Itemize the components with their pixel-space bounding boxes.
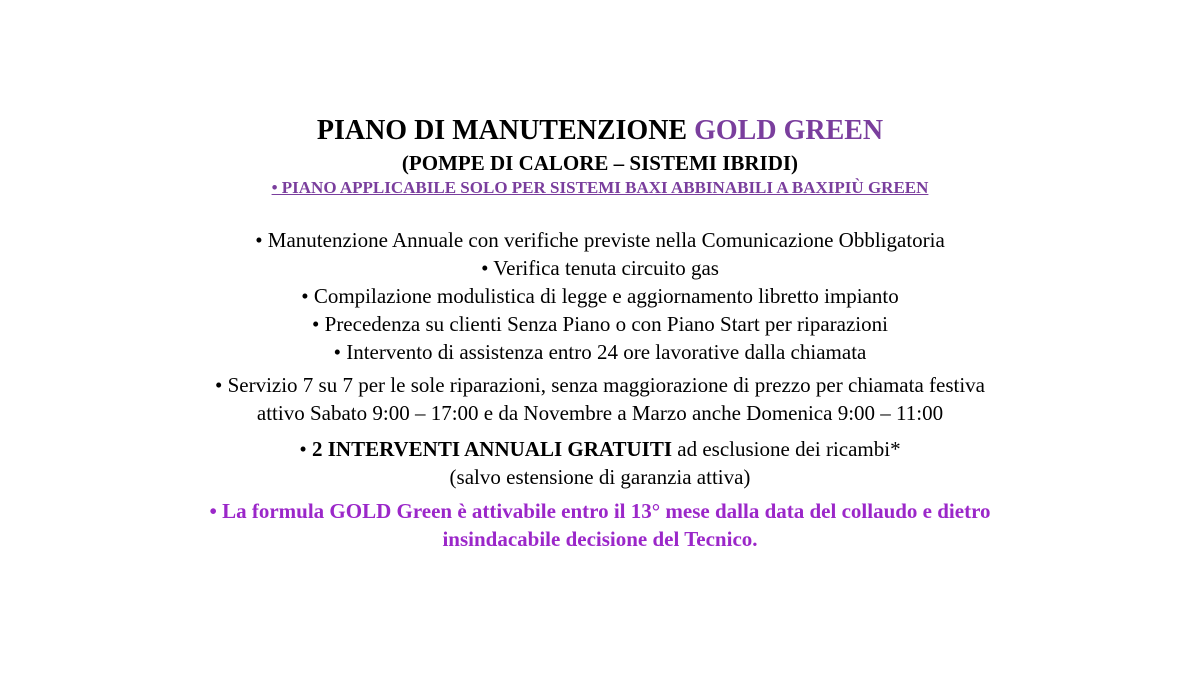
free-interventions-line-1 bbox=[0, 435, 1200, 463]
service-line-1: • Servizio 7 su 7 per le sole riparazioni, senza maggiorazione di prezzo per chiamata festiva bbox=[214, 373, 986, 397]
free-interventions-rest: ad esclusione dei ricambi* bbox=[672, 437, 901, 461]
free-interventions-bold: 2 INTERVENTI ANNUALI GRATUITI bbox=[311, 437, 673, 461]
applicability-note: • PIANO APPLICABILE SOLO PER SISTEMI BAXI ABBINABILI A BAXIPIÙ GREEN bbox=[271, 178, 929, 197]
free-interventions-block bbox=[0, 435, 1200, 491]
free-interventions-line-2: (salvo estensione di garanzia attiva) bbox=[449, 465, 751, 489]
formula-note bbox=[0, 497, 1200, 553]
formula-line-1: • La formula GOLD Green è attivabile entro il 13° mese dalla data del collaudo e dietro bbox=[209, 499, 991, 523]
service-line-2: attivo Sabato 9:00 – 17:00 e da Novembre a Marzo anche Domenica 9:00 – 11:00 bbox=[256, 401, 944, 425]
feature-list bbox=[0, 226, 1200, 366]
feature-item: • Precedenza su clienti Senza Piano o con Piano Start per riparazioni bbox=[312, 312, 888, 336]
title-prefix: PIANO DI MANUTENZIONE bbox=[316, 115, 695, 146]
feature-item: • Compilazione modulistica di legge e aggiornamento libretto impianto bbox=[301, 284, 899, 308]
feature-item: • Manutenzione Annuale con verifiche previste nella Comunicazione Obbligatoria bbox=[255, 228, 945, 252]
formula-line-2: insindacabile decisione del Tecnico. bbox=[442, 527, 758, 551]
feature-item: • Verifica tenuta circuito gas bbox=[481, 256, 719, 280]
title-accent: GOLD GREEN bbox=[694, 115, 884, 146]
free-bullet: • bbox=[299, 437, 312, 461]
page-title bbox=[0, 114, 1200, 148]
feature-item: • Intervento di assistenza entro 24 ore lavorative dalla chiamata bbox=[333, 340, 867, 364]
service-block bbox=[0, 371, 1200, 427]
page-subtitle: (POMPE DI CALORE – SISTEMI IBRIDI) bbox=[401, 151, 799, 175]
